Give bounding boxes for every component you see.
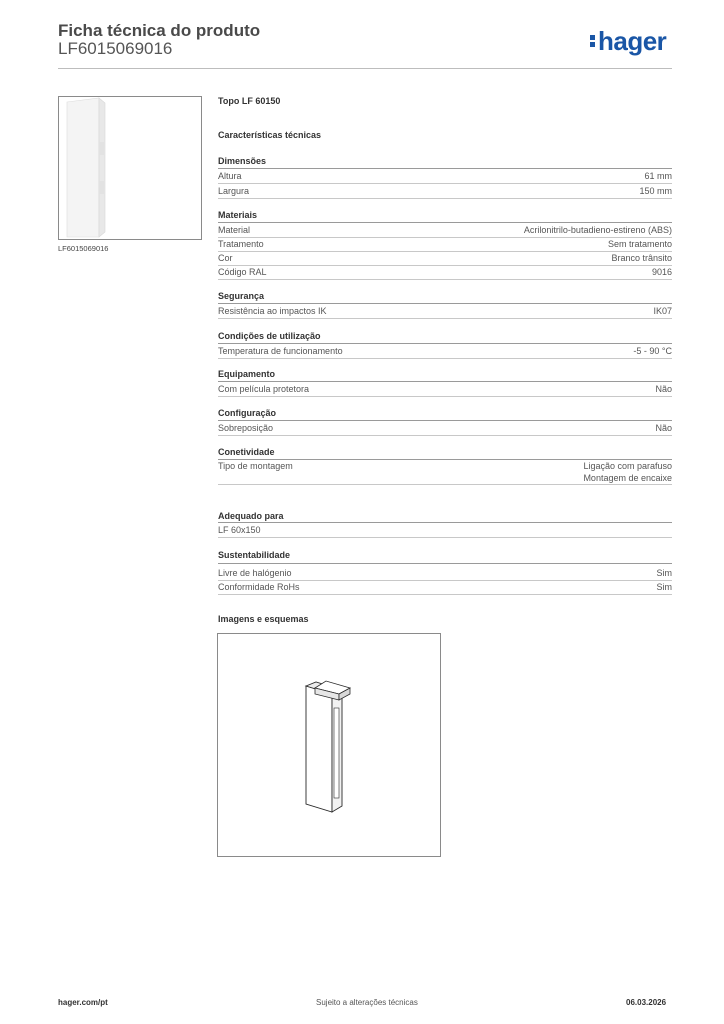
spec-value: -5 - 90 °C <box>633 346 672 356</box>
section-divider <box>218 459 672 460</box>
section-divider <box>218 381 672 382</box>
row-divider <box>218 435 672 436</box>
spec-label: LF 60x150 <box>218 525 261 535</box>
row-divider <box>218 594 672 595</box>
spec-value: IK07 <box>653 306 672 316</box>
spec-value: 61 mm <box>644 171 672 181</box>
spec-row-material <box>218 225 672 235</box>
row-divider <box>218 396 672 397</box>
product-code: LF6015069016 <box>58 39 173 58</box>
page-title: Ficha técnica do produto <box>58 21 261 40</box>
section-title-suitable-for: Adequado para <box>218 511 284 521</box>
product-name: Topo LF 60150 <box>218 96 281 106</box>
product-drawing <box>217 633 441 857</box>
spec-row-operating-temperature <box>218 346 672 356</box>
spec-value-line: Ligação com parafuso <box>583 461 672 471</box>
footer-website: hager.com/pt <box>58 998 108 1007</box>
section-divider <box>218 563 672 564</box>
section-divider <box>218 303 672 304</box>
product-line-drawing <box>218 634 440 856</box>
spec-label: Temperatura de funcionamento <box>218 346 343 356</box>
row-divider <box>218 279 672 280</box>
product-thumbnail-image <box>59 97 201 239</box>
hager-logo <box>590 26 666 57</box>
section-title-safety: Segurança <box>218 291 265 301</box>
row-divider <box>218 318 672 319</box>
row-divider <box>218 580 672 581</box>
spec-value: Não <box>655 384 672 394</box>
spec-value <box>583 461 672 483</box>
spec-value: Acrilonitrilo-butadieno-estireno (ABS) <box>523 225 672 235</box>
section-divider <box>218 420 672 421</box>
section-title-dimensions: Dimensões <box>218 156 267 166</box>
spec-row-protective-film <box>218 384 672 394</box>
spec-label: Tipo de montagem <box>218 461 293 471</box>
section-divider <box>218 168 672 169</box>
spec-label: Conformidade RoHs <box>218 582 300 592</box>
spec-label: Resistência ao impactos IK <box>218 306 327 316</box>
spec-value: Sim <box>656 568 672 578</box>
spec-value: Branco trânsito <box>611 253 672 263</box>
spec-row-overlap <box>218 423 672 433</box>
product-thumbnail <box>58 96 202 240</box>
logo-text: hager <box>598 26 667 56</box>
section-title-sustainability: Sustentabilidade <box>218 550 291 560</box>
spec-row-color <box>218 253 672 263</box>
spec-row-halogen-free <box>218 568 672 578</box>
section-divider <box>218 222 672 223</box>
spec-label: Material <box>218 225 251 235</box>
row-divider <box>218 265 672 266</box>
row-divider <box>218 537 672 538</box>
spec-value: Sem tratamento <box>607 239 672 249</box>
section-divider <box>218 522 672 523</box>
spec-row-suitable-for <box>218 525 672 535</box>
spec-value: Não <box>655 423 672 433</box>
logo-dots-icon <box>590 33 596 49</box>
row-divider <box>218 198 672 199</box>
images-heading: Imagens e esquemas <box>218 614 309 624</box>
spec-label: Largura <box>218 186 250 196</box>
spec-value: 150 mm <box>639 186 672 196</box>
spec-label: Sobreposição <box>218 423 274 433</box>
spec-row-ral-code <box>218 267 672 277</box>
spec-row-width <box>218 186 672 196</box>
spec-label: Cor <box>218 253 233 263</box>
row-divider <box>218 183 672 184</box>
technical-characteristics-heading: Características técnicas <box>218 130 322 140</box>
row-divider <box>218 358 672 359</box>
section-title-connectivity: Conetividade <box>218 447 275 457</box>
section-title-configuration: Configuração <box>218 408 277 418</box>
footer-disclaimer: Sujeito a alterações técnicas <box>316 998 418 1007</box>
spec-row-rohs-compliance <box>218 582 672 592</box>
footer-date: 06.03.2026 <box>626 998 667 1007</box>
spec-label: Com película protetora <box>218 384 310 394</box>
section-title-equipment: Equipamento <box>218 369 276 379</box>
row-divider <box>218 484 672 485</box>
section-title-materials: Materiais <box>218 210 258 220</box>
spec-value: 9016 <box>651 267 672 277</box>
spec-row-mounting-type <box>218 461 672 483</box>
spec-label: Código RAL <box>218 267 267 277</box>
spec-label: Livre de halógenio <box>218 568 292 578</box>
thumbnail-caption: LF6015069016 <box>58 244 109 253</box>
spec-row-height <box>218 171 672 181</box>
header-divider <box>58 68 672 69</box>
row-divider <box>218 251 672 252</box>
section-title-usage-conditions: Condições de utilização <box>218 331 321 341</box>
section-divider <box>218 343 672 344</box>
spec-row-ik-resistance <box>218 306 672 316</box>
spec-value-line: Montagem de encaixe <box>583 473 672 483</box>
spec-label: Tratamento <box>218 239 264 249</box>
spec-value: Sim <box>656 582 672 592</box>
spec-row-treatment <box>218 239 672 249</box>
spec-label: Altura <box>218 171 242 181</box>
row-divider <box>218 237 672 238</box>
